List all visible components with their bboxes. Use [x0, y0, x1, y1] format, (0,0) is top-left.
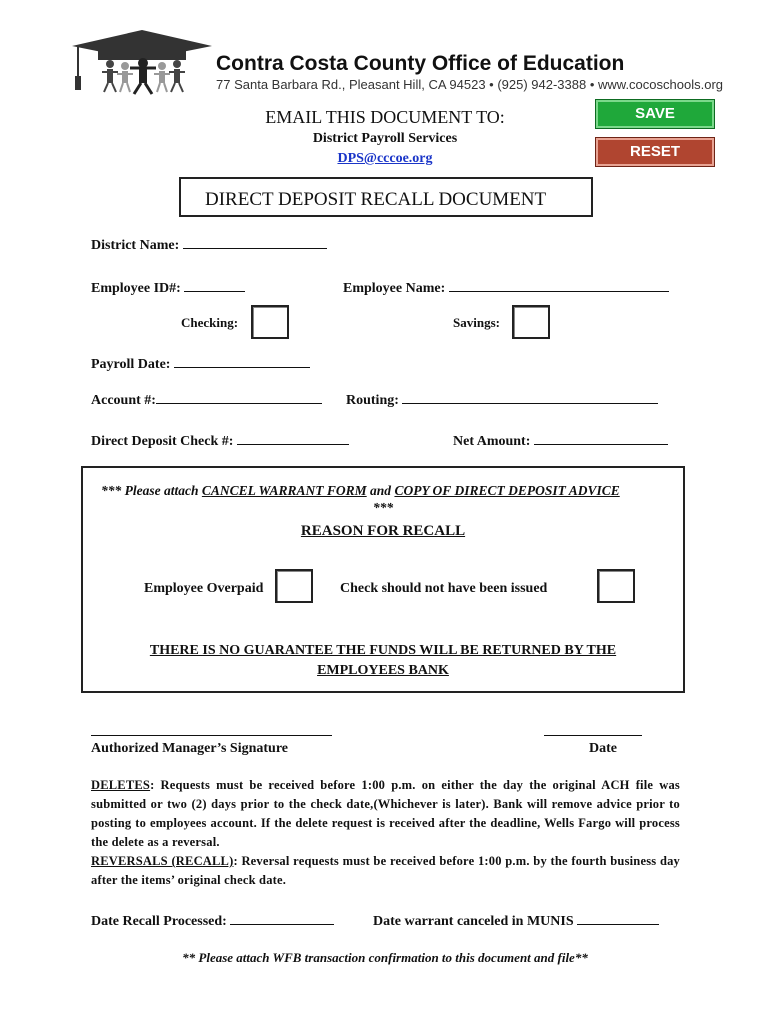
not-issued-label: Check should not have been issued: [340, 581, 548, 596]
district-name-field[interactable]: [91, 234, 327, 254]
net-amount-field[interactable]: [453, 430, 668, 450]
routing-label: Routing:: [346, 393, 399, 408]
district-name-label: District Name:: [91, 238, 180, 253]
not-issued-checkbox[interactable]: [597, 569, 635, 603]
routing-field[interactable]: [346, 389, 658, 409]
reversals-note: REVERSALS (RECALL): Reversal requests must be received before 1:00 p.m. by the fourth business day after the items’ original check date.: [91, 854, 680, 887]
checking-label: Checking:: [181, 315, 239, 330]
email-heading: EMAIL THIS DOCUMENT TO:: [265, 107, 505, 127]
savings-checkbox[interactable]: [512, 305, 550, 339]
notes: [91, 776, 680, 890]
attach-instruction: *** Please attach CANCEL WARRANT FORM and COPY OF DIRECT DEPOSIT ADVICE: [101, 483, 620, 498]
employee-name-field[interactable]: [343, 277, 669, 297]
org-address: 77 Santa Barbara Rd., Pleasant Hill, CA 94523 • (925) 942-3388 • www.cocoschools.org: [216, 77, 723, 92]
email-dept: District Payroll Services: [312, 131, 458, 146]
dd-check-field[interactable]: [91, 430, 349, 450]
employee-id-line[interactable]: [184, 277, 245, 292]
deletes-label: DELETES: [91, 778, 151, 792]
signature-line[interactable]: [91, 735, 332, 736]
overpaid-label: Employee Overpaid: [144, 581, 264, 596]
checking-checkbox[interactable]: [251, 305, 289, 339]
document-title-box: [179, 177, 593, 217]
org-name: Contra Costa County Office of Education: [216, 52, 625, 75]
date-label: Date: [589, 741, 617, 756]
overpaid-checkbox[interactable]: [275, 569, 313, 603]
warning-line-1: THERE IS NO GUARANTEE THE FUNDS WILL BE RETURNED BY THE: [149, 643, 617, 658]
payroll-date-field[interactable]: [91, 353, 310, 373]
routing-line[interactable]: [402, 389, 658, 404]
account-field[interactable]: [91, 389, 322, 409]
date-warrant-line[interactable]: [577, 910, 659, 925]
employee-name-line[interactable]: [449, 277, 669, 292]
date-warrant-field[interactable]: [373, 910, 659, 930]
deletes-note: DELETES: Requests must be received before 1:00 p.m. on either the day the original ACH file was submitted or two (2) days prior to the check date,(Whichever is later). Bank will remove advice prior to posting to employees account. If the delete request is received after the deadline, Wells Fargo will process the delete as a reversal.: [91, 778, 680, 849]
email-link[interactable]: DPS@cccoe.org: [337, 151, 433, 166]
cancel-warrant-form-text: CANCEL WARRANT FORM: [201, 483, 367, 498]
reason-heading: REASON FOR RECALL: [300, 523, 466, 539]
reset-button[interactable]: RESET: [596, 138, 714, 166]
save-button[interactable]: SAVE: [596, 100, 714, 128]
document-title: DIRECT DEPOSIT RECALL DOCUMENT: [205, 189, 547, 210]
employee-name-label: Employee Name:: [343, 281, 446, 296]
date-line[interactable]: [544, 735, 642, 736]
net-amount-line[interactable]: [534, 430, 668, 445]
district-name-line[interactable]: [183, 234, 327, 249]
dd-advice-text: COPY OF DIRECT DEPOSIT ADVICE: [394, 483, 620, 498]
payroll-date-label: Payroll Date:: [91, 357, 171, 372]
date-warrant-label: Date warrant canceled in MUNIS: [373, 914, 574, 929]
date-recall-line[interactable]: [230, 910, 334, 925]
net-amount-label: Net Amount:: [453, 434, 531, 449]
reason-box: [81, 466, 685, 693]
savings-label: Savings:: [453, 315, 500, 330]
employee-id-label: Employee ID#:: [91, 281, 181, 296]
account-line[interactable]: [156, 389, 322, 404]
warning-line-2: EMPLOYEES BANK: [317, 663, 449, 678]
reversals-label: REVERSALS (RECALL): [91, 854, 234, 868]
dd-check-line[interactable]: [237, 430, 349, 445]
footer-note: ** Please attach WFB transaction confirmation to this document and file**: [182, 950, 588, 965]
date-recall-field[interactable]: [91, 910, 334, 930]
dd-check-label: Direct Deposit Check #:: [91, 434, 234, 449]
employee-id-field[interactable]: [91, 277, 245, 297]
date-recall-label: Date Recall Processed:: [91, 914, 227, 929]
logo: [70, 28, 215, 96]
account-label: Account #:: [91, 393, 156, 408]
payroll-date-line[interactable]: [174, 353, 310, 368]
attach-suffix: ***: [372, 500, 394, 515]
manager-signature-label: Authorized Manager’s Signature: [91, 741, 289, 756]
